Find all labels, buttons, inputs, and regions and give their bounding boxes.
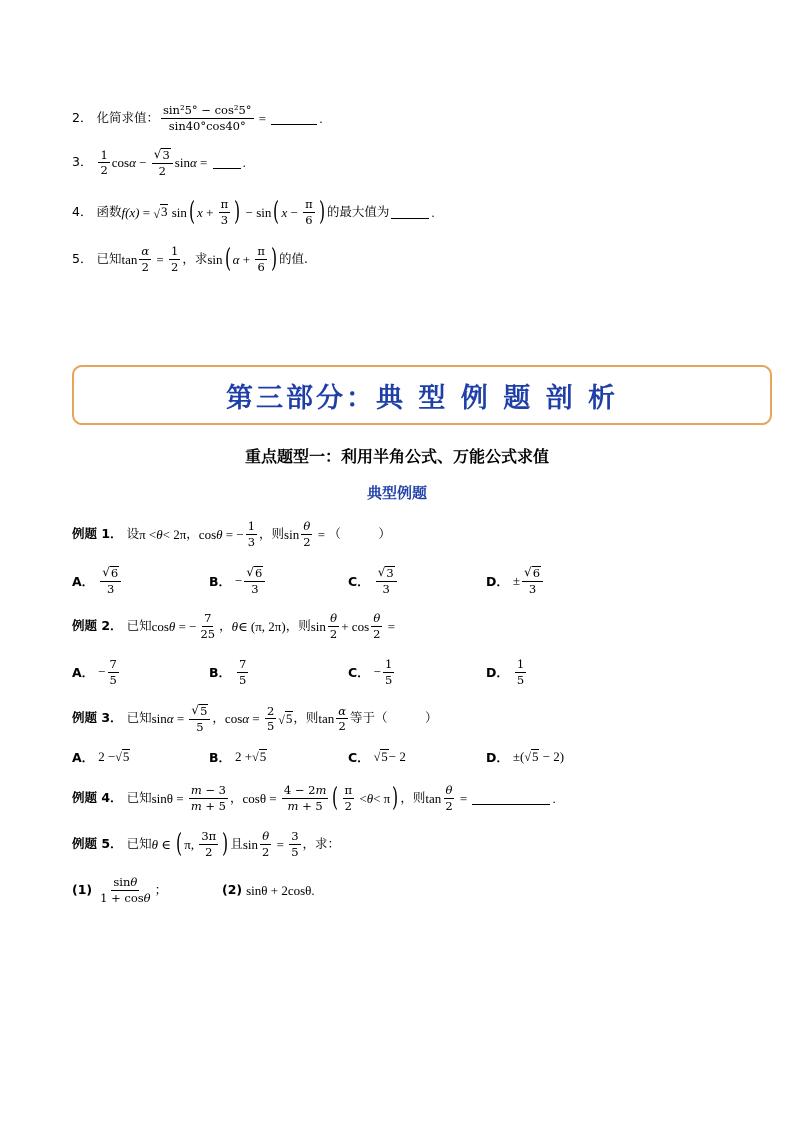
exercise-5: 5． 已知 tan $\frac{\alpha}{2}$ = $\frac{1}{2}$ ，求 sin ( α + $\frac{\pi}{6}$ ) 的值. bbox=[72, 244, 309, 275]
answer-blank[interactable] bbox=[391, 206, 429, 219]
banner-title: 第三部分：典 型 例 题 剖 析 bbox=[226, 382, 618, 414]
answer-blank[interactable] bbox=[271, 112, 317, 125]
example-label: 例题 2． bbox=[72, 617, 123, 633]
exercise-number: 5． bbox=[72, 250, 93, 266]
option-c[interactable]: C． √ 5 − 2 bbox=[348, 749, 406, 765]
option-d[interactable]: D． ± √ 6 3 bbox=[486, 566, 545, 595]
option-b[interactable]: B． − √ 6 3 bbox=[209, 566, 267, 595]
option-d[interactable]: D． $\frac{1}{5}$ bbox=[486, 657, 525, 687]
exercise-number: 3． bbox=[72, 154, 93, 170]
option-a[interactable]: A． 2 − √ 5 bbox=[72, 749, 130, 765]
option-b[interactable]: B． $\frac{7}{5}$ bbox=[209, 657, 247, 687]
exercise-2: 2． 化简求值： $\frac{\text{sin²5° − cos²5°}}{\sin 40^\circ\cos 40^\circ}$ = . bbox=[72, 103, 323, 133]
example-5-part-1: (1) $\frac{\sin\theta}{1 + \cos\theta}$ ； bbox=[72, 875, 168, 905]
example-label: 例题 5． bbox=[72, 835, 123, 851]
answer-blank[interactable] bbox=[213, 156, 241, 169]
exercise-3: 3． $\frac{1}{2}$ cos α − √ 3 2 sin α = . bbox=[72, 147, 246, 178]
option-c[interactable]: C． √ 3 3 bbox=[348, 566, 399, 595]
fraction: $\frac{\text{sin²5° − cos²5°}}{\sin 40^\circ\cos 40^\circ}$ bbox=[162, 103, 252, 133]
example-3: 例题 3． 已知 sin α = √ 5 5 ， cos α = $\frac{2}{5}$ √ 5 ，则 tan $\frac{\alpha}{2}$ 等于（ ） bbox=[72, 703, 438, 734]
example-4: 例题 4． 已知 sinθ = $\frac{m - 3}{m + 5}$ ， cosθ = $\frac{4 - 2m}{m + 5}$ ( $\frac{\pi}{2}$ < θ < π ) ，则 tan $\frac{\theta}{2}$ = . bbox=[72, 783, 556, 814]
option-a[interactable]: A． √ 6 3 bbox=[72, 566, 123, 595]
example-2: 例题 2． 已知 cos θ = − $\frac{7}{25}$ ， θ ∈ (π, 2π) ，则 sin $\frac{\theta}{2}$ + cos $\frac{\theta}{2}$ = bbox=[72, 611, 396, 641]
example-label: 例题 4． bbox=[72, 789, 123, 805]
example-label: 例题 3． bbox=[72, 710, 123, 726]
example-5-part-2: (2) sinθ + 2cosθ . bbox=[222, 882, 315, 898]
section-banner bbox=[72, 365, 772, 425]
example-label: 例题 1． bbox=[72, 525, 123, 541]
exercise-4: 4． 函数 f(x) = √ 3 sin ( x + $\frac{\pi}{3}$ ) − sin ( x − $\frac{\pi}{6}$ ) 的最大值为 . bbox=[72, 197, 435, 228]
section-subtitle: 典型例题 bbox=[366, 484, 427, 502]
option-c[interactable]: C． − $\frac{1}{5}$ bbox=[348, 657, 393, 687]
example-1: 例题 1． 设 π < θ < 2π ， cos θ = − $\frac{1}{3}$ ，则 sin $\frac{\theta}{2}$ = （ ） bbox=[72, 519, 391, 549]
section-title: 重点题型一：利用半角公式、万能公式求值 bbox=[244, 447, 549, 466]
answer-blank[interactable] bbox=[472, 792, 550, 805]
option-b[interactable]: B． 2 + √ 5 bbox=[209, 749, 267, 765]
option-a[interactable]: A． − $\frac{7}{5}$ bbox=[72, 657, 117, 687]
exercise-number: 4． bbox=[72, 203, 93, 219]
option-d[interactable]: D． ±( √ 5 − 2) bbox=[486, 749, 565, 765]
exercise-number: 2． bbox=[72, 109, 93, 125]
example-5: 例题 5． 已知 θ ∈ ( π, $\frac{3\pi}{2}$ ) 且 sin $\frac{\theta}{2}$ = $\frac{3}{5}$ ，求： bbox=[72, 829, 341, 860]
